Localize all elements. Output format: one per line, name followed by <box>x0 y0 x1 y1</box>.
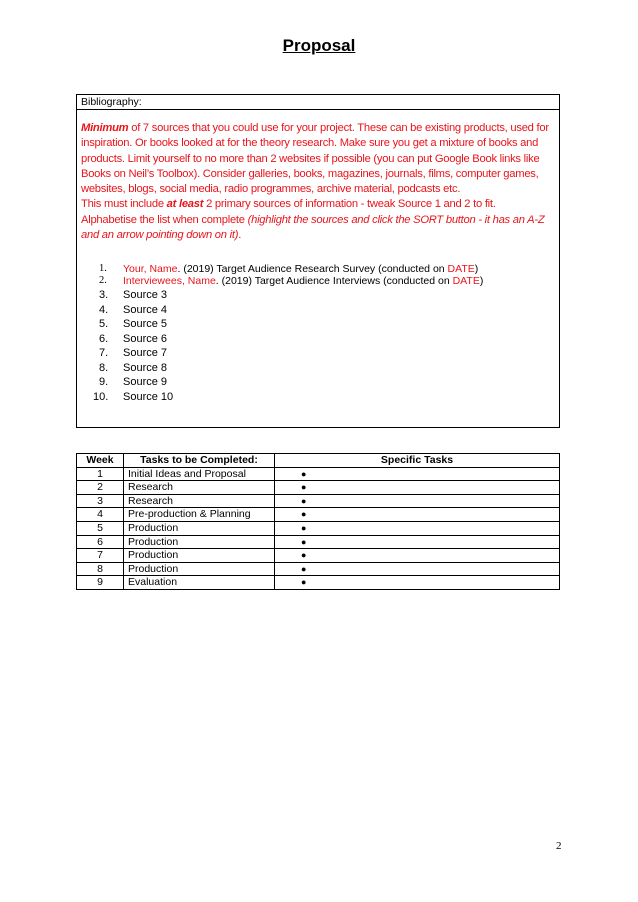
week-cell: 6 <box>77 535 124 549</box>
entry-title: . (2019) Target Audience Research Survey (conducted on <box>177 263 448 275</box>
table-row <box>77 481 560 495</box>
task-cell: Initial Ideas and Proposal <box>124 467 275 481</box>
at-least-emphasis: at least <box>166 198 204 211</box>
week-cell: 7 <box>77 549 124 563</box>
week-cell: 3 <box>77 494 124 508</box>
week-cell: 2 <box>77 481 124 495</box>
task-cell: Production <box>124 562 275 576</box>
instructions-paragraph-2 <box>81 197 555 212</box>
table-row <box>77 467 560 481</box>
instructions-paragraph-3 <box>81 213 555 244</box>
entry-text: Source 10 <box>123 390 174 403</box>
header-week: Week <box>77 454 124 468</box>
weekly-tasks-table <box>76 453 560 590</box>
entry-number: 3. <box>99 289 109 301</box>
entry-number: 4. <box>99 303 109 316</box>
specific-task-cell[interactable] <box>275 549 560 563</box>
instructions-paragraph-1 <box>81 121 555 197</box>
entry-author: Interviewees, Name <box>123 275 216 287</box>
entry-text: Source 3 <box>123 289 168 301</box>
task-cell: Research <box>124 494 275 508</box>
task-cell: Research <box>124 481 275 495</box>
header-tasks: Tasks to be Completed: <box>124 454 275 468</box>
entry-text <box>123 275 483 287</box>
task-cell: Production <box>124 535 275 549</box>
bullet-icon: ● <box>301 468 307 479</box>
bullet-icon: ● <box>301 495 307 506</box>
table-row <box>77 549 560 563</box>
table-row <box>77 494 560 508</box>
header-specific-tasks: Specific Tasks <box>275 454 560 468</box>
table-row <box>77 521 560 535</box>
task-cell: Production <box>124 521 275 535</box>
entry-title: . (2019) Target Audience Interviews (conducted on <box>215 275 453 287</box>
entry-text: Source 8 <box>123 361 168 374</box>
entry-text <box>123 263 478 275</box>
bullet-icon: ● <box>301 482 307 493</box>
instructions-line-3-pre: Alphabetise the list when complete <box>81 213 248 226</box>
entry-number: 6. <box>99 332 109 345</box>
table-header-row <box>77 454 560 468</box>
bullet-icon: ● <box>301 563 307 574</box>
table-row <box>77 562 560 576</box>
week-cell: 4 <box>77 508 124 522</box>
specific-task-cell[interactable] <box>275 481 560 495</box>
table-row <box>77 576 560 590</box>
table-row <box>77 508 560 522</box>
entry-close: ) <box>479 275 484 287</box>
instructions-line-3-italic: (highlight the sources and click the SORT button - it has an A-Z and an arrow pointing down on it) <box>81 213 545 242</box>
bibliography-instructions <box>81 121 555 243</box>
entry-text: Source 4 <box>123 303 168 316</box>
page-title: Proposal <box>282 36 356 55</box>
instructions-line-2-pre: This must include <box>81 198 167 211</box>
specific-task-cell[interactable] <box>275 576 560 590</box>
instructions-line-2-post: 2 primary sources of information - tweak Source 1 and 2 to fit. <box>203 198 496 211</box>
specific-task-cell[interactable] <box>275 494 560 508</box>
specific-task-cell[interactable] <box>275 467 560 481</box>
bullet-icon: ● <box>301 550 307 561</box>
entry-close: ) <box>474 263 479 275</box>
week-cell: 9 <box>77 576 124 590</box>
entry-number: 2. <box>99 275 107 286</box>
entry-number: 10. <box>93 390 109 403</box>
entry-number: 9. <box>99 376 109 388</box>
specific-task-cell[interactable] <box>275 562 560 576</box>
specific-task-cell[interactable] <box>275 521 560 535</box>
week-cell: 8 <box>77 562 124 576</box>
entry-text: Source 7 <box>123 347 168 359</box>
entry-text: Source 6 <box>123 332 168 345</box>
minimum-emphasis: Minimum <box>81 122 129 134</box>
page-number: 2 <box>556 840 562 852</box>
week-cell: 5 <box>77 521 124 535</box>
bullet-icon: ● <box>301 577 307 588</box>
bullet-icon: ● <box>301 536 307 547</box>
entry-author: Your, Name <box>123 263 178 275</box>
task-cell: Pre-production & Planning <box>124 508 275 522</box>
bibliography-header: Bibliography: <box>77 95 559 110</box>
bibliography-box <box>76 94 560 428</box>
entry-date: DATE <box>452 275 480 287</box>
specific-task-cell[interactable] <box>275 535 560 549</box>
entry-number: 7. <box>99 347 109 359</box>
task-cell: Production <box>124 549 275 563</box>
week-cell: 1 <box>77 467 124 481</box>
instructions-line-3-post: . <box>238 229 242 242</box>
entry-text: Source 5 <box>123 318 168 330</box>
table-row <box>77 535 560 549</box>
entry-text: Source 9 <box>123 376 168 388</box>
entry-number: 8. <box>99 361 109 374</box>
bullet-icon: ● <box>301 509 307 520</box>
specific-task-cell[interactable] <box>275 508 560 522</box>
instructions-line-1: of 7 sources that you could use for your project. These can be existing products, used for inspiration. Or books looked at for the theory research. Make sure you get a mixture of books and products. Limit yourself to no more than 2 websites if possible (you can put Google Book links like Books on Neil’s Toolbox). Consider galleries, books, magazines, journals, films, computer games, websites, blogs, social media, radio programmes, archive material, podcasts etc. <box>81 122 549 196</box>
entry-date: DATE <box>447 263 475 275</box>
task-cell: Evaluation <box>124 576 275 590</box>
bullet-icon: ● <box>301 522 307 533</box>
entry-number: 5. <box>99 318 109 330</box>
entry-number: 1. <box>99 263 107 274</box>
